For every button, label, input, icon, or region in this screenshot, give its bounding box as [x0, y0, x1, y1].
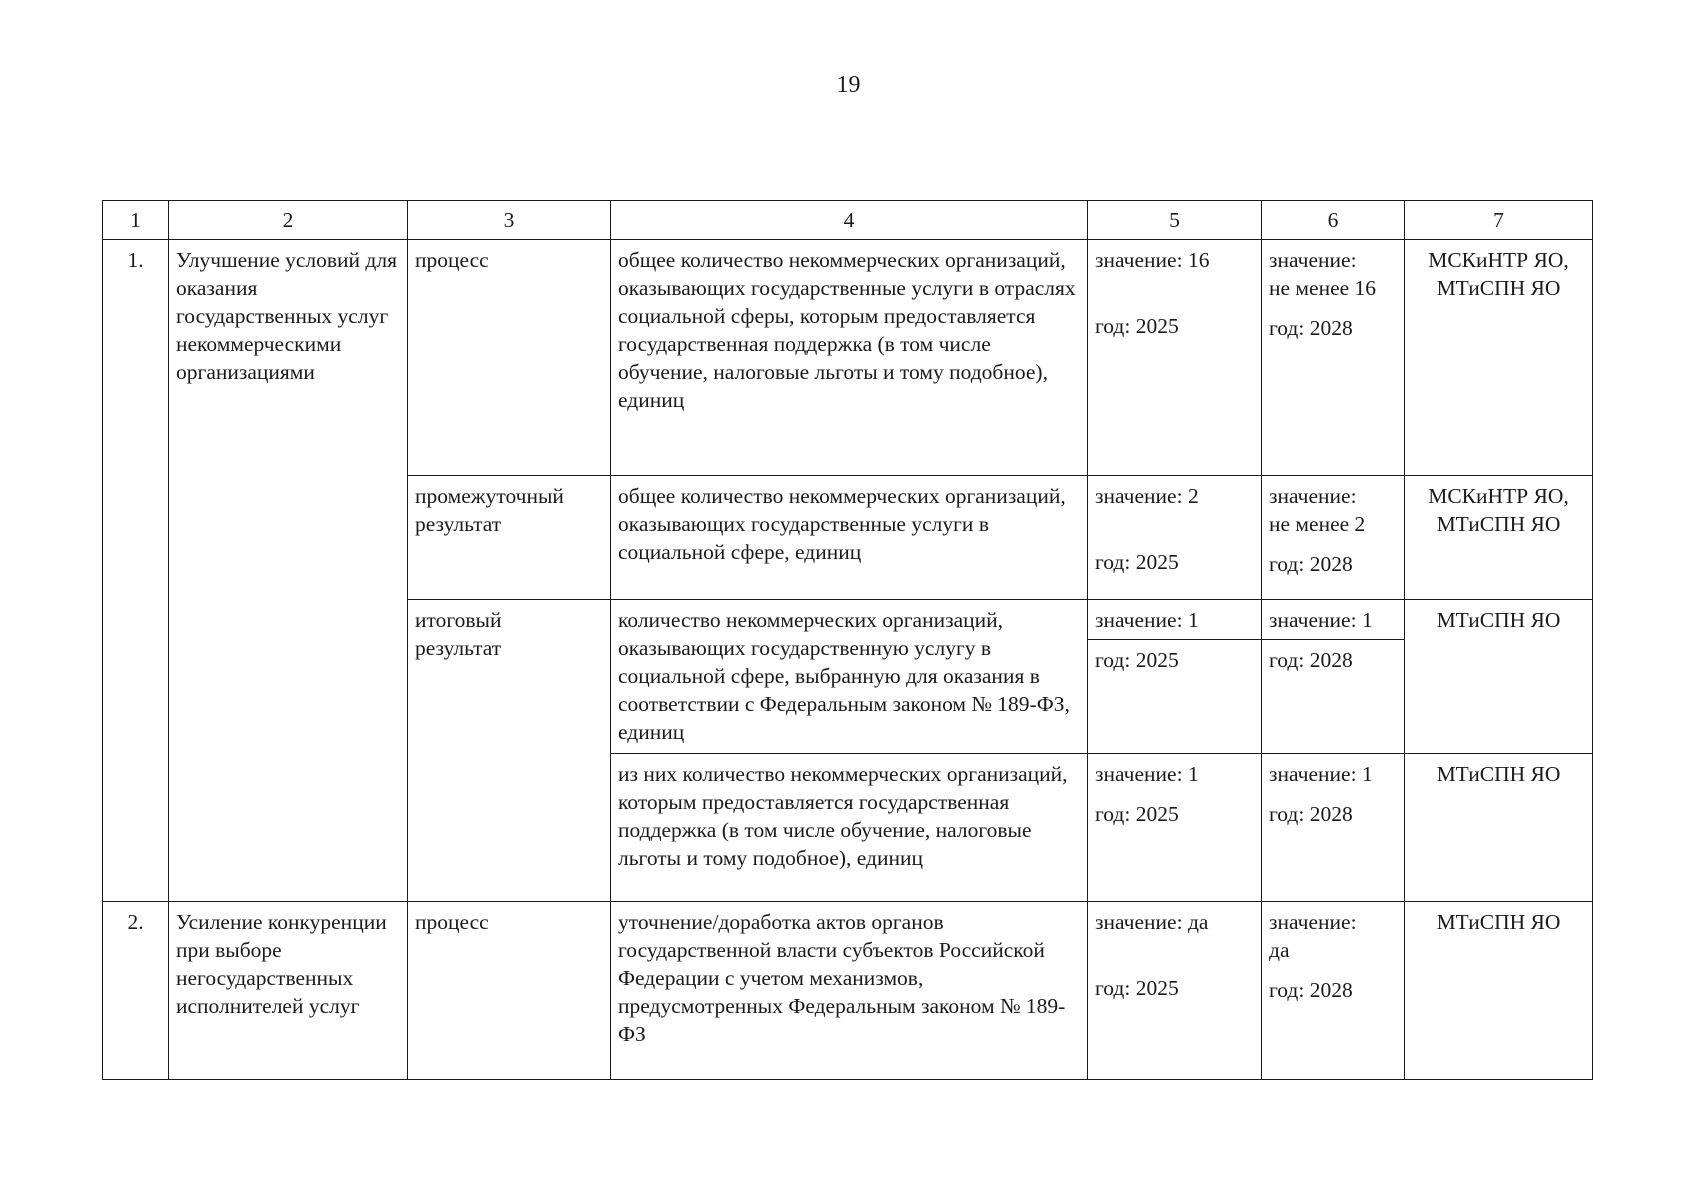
indicator-type: процесс	[408, 240, 611, 476]
target-year: год: 2028	[1269, 552, 1353, 576]
base-value: значение: 16	[1095, 248, 1210, 272]
indicator-text: уточнение/доработка актов органов государственной власти субъектов Российской Федерации с учетом механизмов, предусмотренных Федеральным законом № 189-ФЗ	[611, 902, 1088, 1080]
table-row	[103, 240, 1593, 476]
target-value: значение: 1	[1269, 762, 1373, 786]
indicator-type: результат	[415, 636, 502, 660]
indicators-table	[102, 200, 1593, 1080]
base-value: значение: 2	[1095, 484, 1199, 508]
indicator-type: результат	[415, 512, 502, 536]
indicator-text: из них количество некоммерческих организаций, которым предоставляется государственная поддержка (в том числе обучение, налоговые льготы и тому подобное), единиц	[611, 754, 1088, 902]
base-value: значение: да	[1095, 910, 1209, 934]
header-cell: 4	[611, 201, 1088, 240]
base-year: год: 2025	[1088, 640, 1262, 754]
target-value: не менее 16	[1269, 276, 1377, 300]
header-row	[103, 201, 1593, 240]
base-value-cell	[1088, 240, 1262, 476]
responsible: МТиСПН ЯО	[1405, 754, 1593, 902]
header-cell: 2	[169, 201, 408, 240]
base-value: значение: 1	[1088, 600, 1262, 640]
target-value: значение:	[1269, 484, 1357, 508]
base-year: год: 2025	[1095, 314, 1179, 338]
responsible: МТиСПН ЯО	[1405, 600, 1593, 754]
responsible: МТиСПН ЯО	[1405, 902, 1593, 1080]
table-row	[103, 902, 1593, 1080]
section-number: 1.	[103, 240, 169, 902]
responsible: МТиСПН ЯО	[1436, 276, 1561, 300]
target-year: год: 2028	[1269, 316, 1353, 340]
task-name: Усиление конкуренции при выборе негосударственных исполнителей услуг	[169, 902, 408, 1080]
target-value-cell	[1262, 902, 1405, 1080]
target-value-cell	[1262, 754, 1405, 902]
target-value-cell	[1262, 240, 1405, 476]
target-value: значение:	[1269, 910, 1357, 934]
target-year: год: 2028	[1269, 802, 1353, 826]
indicator-text: количество некоммерческих организаций, оказывающих государственную услугу в социальной сфере, выбранную для оказания в соответствии с Федеральным законом № 189-ФЗ, единиц	[611, 600, 1088, 754]
header-cell: 5	[1088, 201, 1262, 240]
target-value: значение: 1	[1262, 600, 1405, 640]
responsible: МТиСПН ЯО	[1436, 512, 1561, 536]
base-year: год: 2025	[1095, 802, 1179, 826]
header-cell: 1	[103, 201, 169, 240]
base-value-cell	[1088, 754, 1262, 902]
responsible-cell	[1405, 240, 1593, 476]
responsible: МСКиНТР ЯО,	[1428, 248, 1569, 272]
target-value-cell	[1262, 476, 1405, 600]
header-cell: 6	[1262, 201, 1405, 240]
indicator-text: общее количество некоммерческих организаций, оказывающих государственные услуги в социальной сфере, единиц	[611, 476, 1088, 600]
base-year: год: 2025	[1095, 550, 1179, 574]
target-year: год: 2028	[1262, 640, 1405, 754]
responsible: МСКиНТР ЯО,	[1428, 484, 1569, 508]
target-value: значение:	[1269, 248, 1357, 272]
indicator-text: общее количество некоммерческих организаций, оказывающих государственные услуги в отраслях социальной сферы, которым предоставляется государственная поддержка (в том числе обучение, налоговые льготы и тому подобное), единиц	[611, 240, 1088, 476]
section-number: 2.	[103, 902, 169, 1080]
base-value-cell	[1088, 476, 1262, 600]
responsible-cell	[1405, 476, 1593, 600]
indicator-type: итоговый	[415, 608, 502, 632]
target-value: не менее 2	[1269, 512, 1366, 536]
base-year: год: 2025	[1095, 976, 1179, 1000]
indicator-type-cell	[408, 600, 611, 902]
base-value: значение: 1	[1095, 762, 1199, 786]
header-cell: 3	[408, 201, 611, 240]
base-value-cell	[1088, 902, 1262, 1080]
target-value: да	[1269, 938, 1290, 962]
header-cell: 7	[1405, 201, 1593, 240]
target-year: год: 2028	[1269, 978, 1353, 1002]
page-number: 19	[836, 72, 861, 98]
task-name: Улучшение условий для оказания государственных услуг некоммерческими организациями	[169, 240, 408, 902]
indicator-type-cell	[408, 476, 611, 600]
indicator-type: промежуточный	[415, 484, 564, 508]
indicator-type: процесс	[408, 902, 611, 1080]
